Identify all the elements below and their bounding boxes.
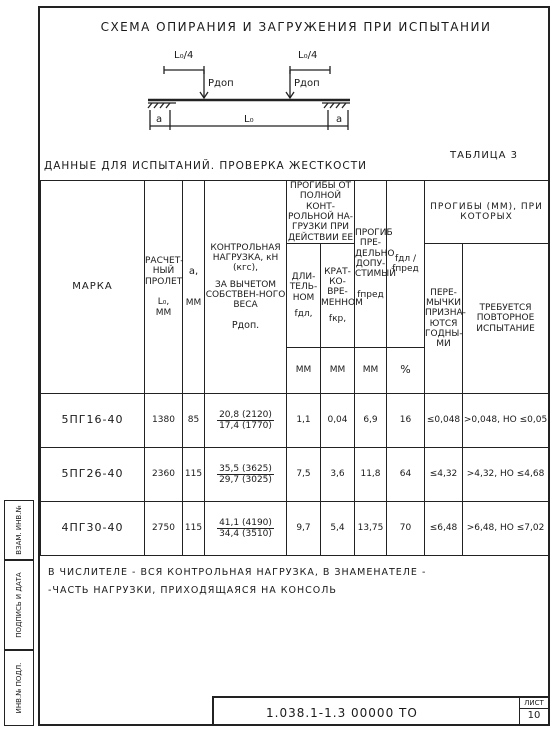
row-fkr: 0,04	[321, 394, 355, 448]
header-a: a, ММ	[183, 181, 205, 394]
row-a: 85	[183, 394, 205, 448]
support-right-label: a	[336, 114, 343, 125]
row-fdl: 1,1	[287, 394, 321, 448]
row-pct: 16	[387, 394, 425, 448]
table-note: В ЧИСЛИТЕЛЕ - ВСЯ КОНТРОЛЬНАЯ НАГРУЗКА, В ЗНАМЕНАТЕЛЕ - -ЧАСТЬ НАГРУЗКИ, ПРИХОДЯЩАЯСЯ НА КОНСОЛЬ	[48, 567, 427, 596]
header-retest: ТРЕБУЕТСЯ ПОВТОРНОЕ ИСПЫТАНИЕ	[463, 244, 549, 394]
row-fkr: 3,6	[321, 448, 355, 502]
row-fkr: 5,4	[321, 502, 355, 556]
drawing-frame	[38, 6, 550, 726]
data-header: ДАННЫЕ ДЛЯ ИСПЫТАНИЙ. ПРОВЕРКА ЖЕСТКОСТИ	[44, 160, 368, 172]
header-load: КОНТРОЛЬНАЯ НАГРУЗКА, кН (кгс), ЗА ВЫЧЕТОМ СОБСТВЕН-НОГО ВЕСА Pдоп.	[205, 181, 287, 394]
sheet-label: ЛИСТ	[520, 698, 548, 709]
row-mark: 5ПГ26-40	[41, 448, 145, 502]
table-label: ТАБЛИЦА 3	[450, 150, 518, 161]
row-fdl: 9,7	[287, 502, 321, 556]
row-load: $\frac{41,1 (4190)}{34,4 (3510)}$	[205, 502, 287, 556]
header-ratio: fдл / fпред	[387, 181, 425, 348]
sheet-number: 10	[527, 710, 541, 721]
table-row	[41, 394, 549, 448]
row-span: 1380	[145, 394, 183, 448]
header-long: ДЛИ-ТЕЛЬ-НОМ fдл,	[287, 244, 321, 348]
span-label: L₀	[244, 114, 254, 125]
table-row	[41, 448, 549, 502]
row-span: 2360	[145, 448, 183, 502]
support-left-label: a	[156, 114, 163, 125]
title-block	[212, 696, 548, 726]
header-mm-limit: ММ	[355, 348, 387, 394]
test-data-table	[40, 180, 549, 556]
row-fpred: 11,8	[355, 448, 387, 502]
row-a: 115	[183, 448, 205, 502]
header-mark: МАРКА	[41, 181, 145, 394]
header-critical-group: ПРОГИБЫ (ММ), ПРИ КОТОРЫХ	[425, 181, 549, 244]
row-fdl: 7,5	[287, 448, 321, 502]
row-retest: >0,048, НО ≤0,05	[463, 394, 549, 448]
side-field-original: ИНВ.№ ПОДЛ.	[4, 650, 34, 726]
header-span: РАСЧЕТ-НЫЙ ПРОЛЕТ L₀, ММ	[145, 181, 183, 394]
row-accept: ≤0,048	[425, 394, 463, 448]
header-mm-long: ММ	[287, 348, 321, 394]
header-short: КРАТ-КО-ВРЕ-МЕННОМ fкр,	[321, 244, 355, 348]
row-mark: 5ПГ16-40	[41, 394, 145, 448]
row-load: $\frac{35,5 (3625)}{29,7 (3025)}$	[205, 448, 287, 502]
row-retest: >4,32, НО ≤4,68	[463, 448, 549, 502]
scheme-title: СХЕМА ОПИРАНИЯ И ЗАГРУЖЕНИЯ ПРИ ИСПЫТАНИИ	[100, 20, 492, 34]
load-left-label: Pдоп	[208, 78, 234, 89]
span-right-label: L₀/4	[298, 50, 318, 61]
header-mm-short: ММ	[321, 348, 355, 394]
header-accept: ПЕРЕ-МЫЧКИ ПРИЗНА-ЮТСЯ ГОДНЫ-МИ	[425, 244, 463, 394]
header-deflection-group: ПРОГИБЫ ОТ ПОЛНОЙ КОНТ-РОЛЬНОЙ НА-ГРУЗКИ ПРИ ДЕЙСТВИИ ЕЕ	[287, 181, 354, 243]
row-load: $\frac{20,8 (2120)}{17,4 (1770)}$	[205, 394, 287, 448]
span-left-label: L₀/4	[174, 50, 194, 61]
loading-scheme	[140, 40, 360, 140]
row-span: 2750	[145, 502, 183, 556]
row-accept: ≤4,32	[425, 448, 463, 502]
side-field-signature: ПОДПИСЬ И ДАТА	[4, 560, 34, 650]
row-fpred: 6,9	[355, 394, 387, 448]
row-mark: 4ПГ30-40	[41, 502, 145, 556]
row-a: 115	[183, 502, 205, 556]
row-pct: 64	[387, 448, 425, 502]
load-right-label: Pдоп	[294, 78, 320, 89]
row-accept: ≤6,48	[425, 502, 463, 556]
document-code: 1.038.1-1.3 00000 ТО	[266, 706, 418, 720]
side-field-replacement: ВЗАМ. ИНВ.№	[4, 500, 34, 560]
sheet-box	[519, 698, 548, 726]
header-limit: ПРОГИБ ПРЕ-ДЕЛЬНО ДОПУ-СТИМЫЙ fпред	[355, 181, 387, 348]
row-pct: 70	[387, 502, 425, 556]
row-fpred: 13,75	[355, 502, 387, 556]
table-row	[41, 502, 549, 556]
row-retest: >6,48, НО ≤7,02	[463, 502, 549, 556]
header-percent: %	[387, 348, 425, 394]
